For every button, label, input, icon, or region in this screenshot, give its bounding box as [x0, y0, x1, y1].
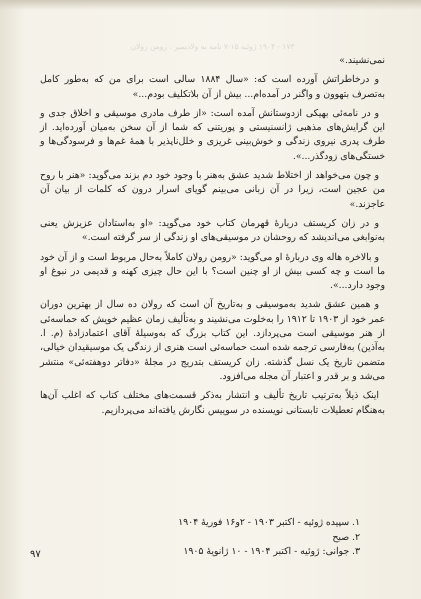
list-item: ۱. سپیده ژوئیه - اکتبر ۱۹۰۳ - ۲و۱۶ فوریهٔ ۱۹۰۴ — [178, 517, 360, 528]
bleed-through-text: ۱۷۳ - ۱۹۰۴ ژوئیه ۱۵-۷ نامه به ولادیمیر ، رومن رولان — [130, 42, 295, 51]
paragraph: اینک ذیلاً به‌ترتیب تاریخ تألیف و انتشار به‌ذکر قسمت‌های مختلف کتاب که اغلب آن‌ها به‌هنگام تعطیلات تابستانی نویسنده در سوییس نگارش یافته‌اند می‌پردازیم. — [40, 390, 385, 416]
list-item: ۳. جوانی: ژوئیه - اکتبر ۱۹۰۴ - ۱۰ ژانویهٔ ۱۹۰۵ — [183, 546, 360, 557]
page-number: ۹۷ — [30, 549, 41, 560]
paragraph: و در نامه‌ئی بهیکی ازدوستانش آمده است: «از طرف مادری موسیقی و اخلاق جدی و این گرایش‌های مذهبی ژانسنیستی و پوریتنی که شما از آن سخن به‌میان آورده‌اید. از طرف پدری نیروی زندگی و خوش‌بینی غریزی و خلل‌ناپذیر با همهٔ غم‌ها و فرسودگی‌ها و خستگی‌های زودگذر...». — [40, 107, 385, 162]
paragraph: و بالاخره هاله وی دربارهٔ او می‌گوید: «رومن رولان کاملاً به‌حال مربوط است و از آن خود ما است و چه کسی بیش از او چنین است؟ با این حال چیزی کهنه و قدیمی در نبوغ او وجود دارد...». — [40, 251, 385, 292]
paragraph: نمی‌نشیند.» — [339, 55, 385, 66]
paragraph: و در زان کریستف دربارهٔ قهرمان کتاب خود می‌گوید: «او به‌استادان عزیزش یعنی به‌نوابغی می‌اندیشد که روحشان در موسیقی‌های او زندگی از سر گرفته است.» — [40, 217, 385, 244]
paragraph: و چون می‌خواهد از اختلاط شدید عشق به‌هنر با وجود خود دم بزند می‌گوید: «هنر با روح من عجین است، زیرا در آن زبانی می‌بینم گویای اسرار درون که کلمات از بیان آن عاجزند.» — [40, 170, 385, 210]
page-edge-shadow — [0, 0, 421, 10]
paragraph: و همین عشق شدید به‌موسیقی و به‌تاریخ آن است که رولان ده سال از بهترین دوران عمر خود از ۱۹۰۳ تا ۱۹۱۲ را به‌خلوت می‌نشیند و به‌تألیف زمان عظیم خویش که حماسه‌ئی از هنر موسیقی است می‌پردازد. این کتاب بزرگ که به‌وسیلهٔ آقای اعتمادزادهٔ (م. ا. به‌آذین) به‌فارسی ترجمه شده است حماسه‌ئی است هنری از زندگی یک موسیقیدان خیالی، متضمن تاریخ یک نسل گذشته. زان کریستف بتدریج در مجلهٔ «دفاتر دوهفته‌ئی» منتشر می‌شد و بر قدر و اعتبار آن مجله می‌افزود. — [40, 299, 385, 382]
page-body — [40, 54, 385, 423]
volume-list — [60, 516, 360, 560]
paragraph: و درخاطراتش آورده است که: «سال ۱۸۸۴ سالی است برای من که به‌طور کامل به‌تصرف بتهوون و واگنر در آمده‌ام... بیش از آن بلاتکلیف بودم...» — [40, 74, 385, 100]
list-item: ۲. صبح — [332, 531, 360, 543]
